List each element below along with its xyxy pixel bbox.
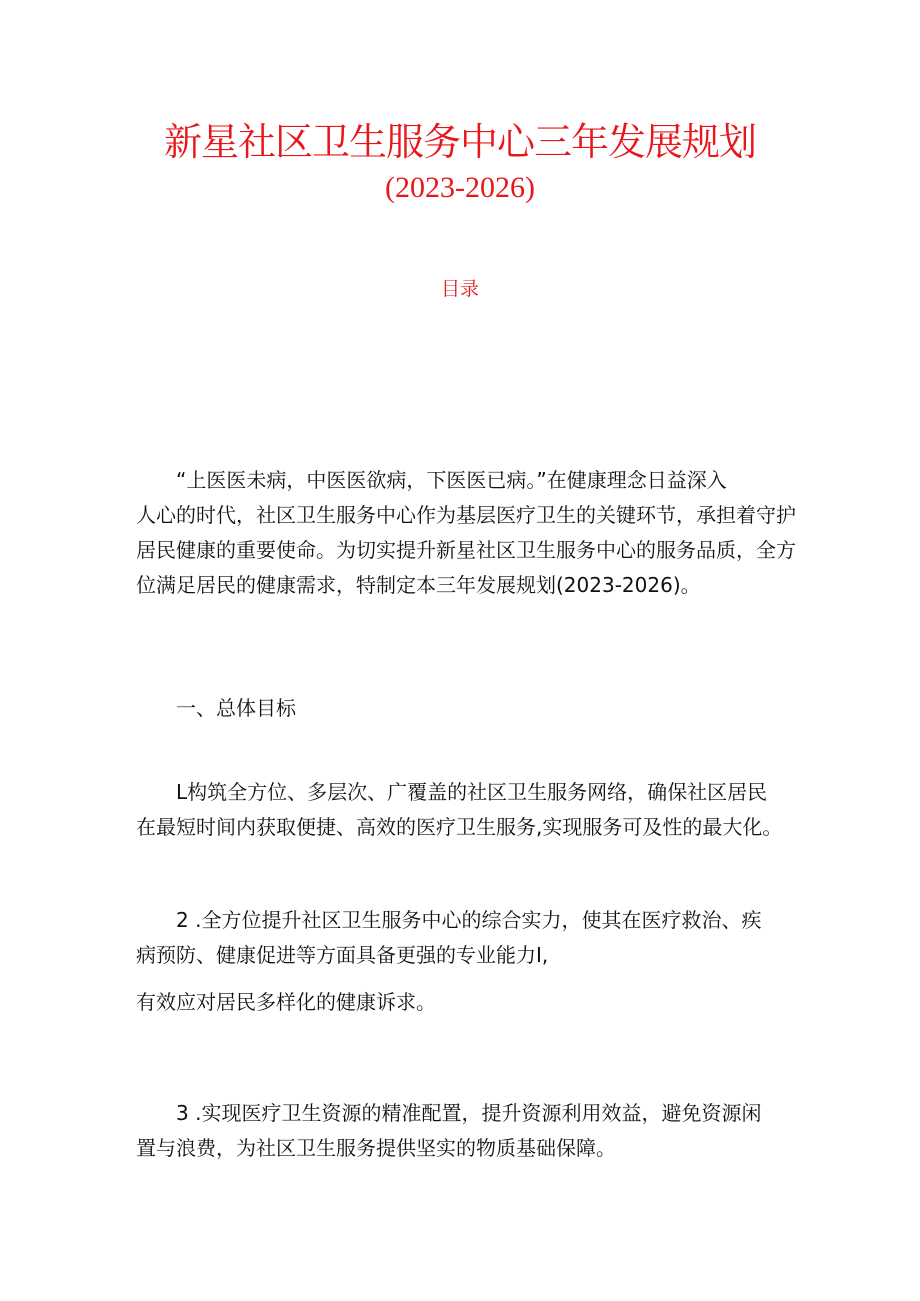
section-heading [136, 691, 796, 726]
goal-item-line: 在最短时间内获取便捷、高效的医疗卫生服务,实现服务可及性的最大化。 [136, 815, 783, 839]
section-heading-text: 一、总体目标 [176, 696, 296, 720]
intro-line: “上医医未病，中医医欲病，下医医已病。”在健康理念日益深入 [176, 468, 727, 492]
goal-item-2 [136, 903, 796, 1020]
goal-item-3 [136, 1096, 796, 1166]
intro-paragraph [136, 463, 796, 603]
goal-item-line: 病预防、健康促进等方面具备更强的专业能力I, [136, 943, 549, 967]
document-title-years: (2023-2026) [385, 171, 535, 204]
table-of-contents-heading: 目录 [440, 278, 479, 300]
intro-line: 人心的时代，社区卫生服务中心作为基层医疗卫生的关键环节，承担着守护 [136, 503, 796, 527]
intro-line: 居民健康的重要使命。为切实提升新星社区卫生服务中心的服务品质，全方 [136, 538, 796, 562]
goal-item-1 [136, 775, 796, 845]
goal-item-line: 置与浪费，为社区卫生服务提供坚实的物质基础保障。 [136, 1136, 616, 1160]
goal-item-line: L构筑全方位、多层次、广覆盖的社区卫生服务网络，确保社区居民 [176, 780, 768, 804]
goal-item-line: 2 .全方位提升社区卫生服务中心的综合实力，使其在医疗救治、疾 [176, 908, 762, 932]
document-title: 新星社区卫生服务中心三年发展规划 [163, 120, 756, 164]
goal-item-line: 3 .实现医疗卫生资源的精准配置，提升资源利用效益，避免资源闲 [176, 1101, 762, 1125]
goal-item-line: 有效应对居民多样化的健康诉求。 [136, 990, 436, 1014]
intro-line: 位满足居民的健康需求，特制定本三年发展规划(2023-2026)。 [136, 573, 701, 597]
